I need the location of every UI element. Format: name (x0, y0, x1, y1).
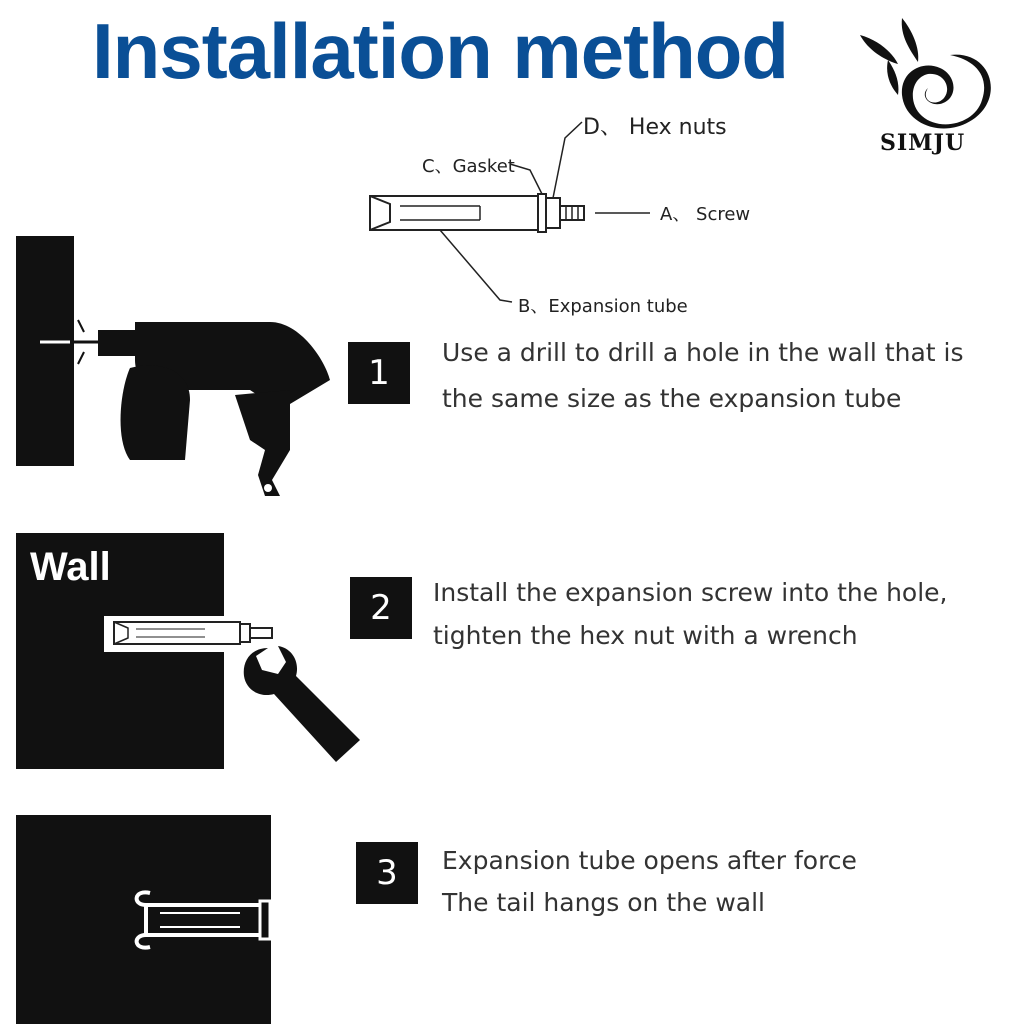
label-screw: A、 Screw (660, 204, 751, 225)
page-title: Installation method (92, 7, 789, 95)
step-3-text-line1: Expansion tube opens after force (442, 846, 857, 875)
opened-tube-icon (120, 875, 320, 965)
step-2-text-line2: tighten the hex nut with a wrench (433, 621, 858, 650)
logo-text: SIMJU (880, 130, 966, 156)
step-1-text-line2: the same size as the expansion tube (442, 384, 902, 413)
label-hex-nuts: D、 Hex nuts (583, 115, 727, 140)
wall-label: Wall (30, 545, 111, 589)
step-3-number: 3 (356, 842, 418, 904)
drill-icon (40, 300, 340, 500)
wrench-icon (238, 640, 368, 770)
label-expansion-tube: B、Expansion tube (518, 296, 688, 317)
step-2-number: 2 (350, 577, 412, 639)
label-gasket: C、Gasket (422, 156, 515, 177)
step-2-text-line1: Install the expansion screw into the hole, (433, 578, 948, 607)
step-1-number: 1 (348, 342, 410, 404)
step-1-text-line1: Use a drill to drill a hole in the wall that is (442, 338, 964, 367)
step-3-text-line2: The tail hangs on the wall (442, 888, 765, 917)
